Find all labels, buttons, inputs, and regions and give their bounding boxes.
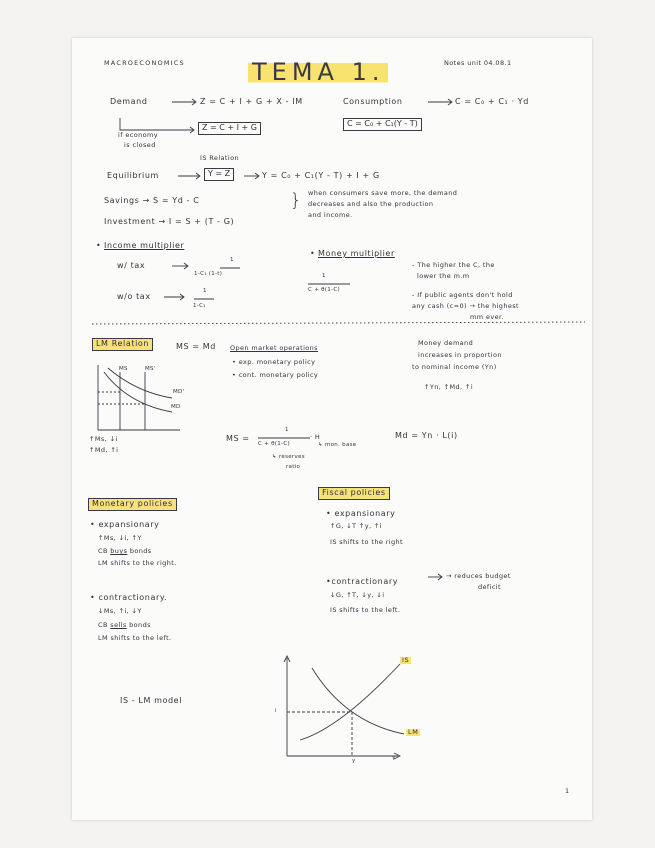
money-demand-line-3: to nominal income (Yn) (412, 363, 497, 371)
money-demand-line-2: increases in proportion (418, 351, 502, 359)
with-tax-denominator: 1-C₁ (1-t) (194, 271, 223, 277)
fiscal-expansionary: • expansionary (326, 509, 396, 518)
closed-arrow (120, 118, 194, 133)
with-tax-label: w/ tax (117, 261, 146, 270)
demand-arrow (172, 99, 196, 105)
closed-note-1: if economy (118, 131, 158, 139)
monetary-expansionary-effect: ↑Ms, ↓i, ↑Y (98, 534, 142, 542)
money-multiplier-note-2: lower the m.m (417, 272, 470, 280)
bonds-word: bonds (129, 621, 151, 629)
is-relation-label: IS Relation (200, 154, 239, 162)
fiscal-contractionary: •contractionary (326, 577, 399, 586)
lm-curve-ms1: MS (119, 366, 128, 372)
ms-formula-h: · H (310, 433, 321, 441)
bonds-word: bonds (129, 547, 152, 555)
fiscal-contractionary-note-1: → reduces budget (446, 572, 511, 580)
md-formula: Md = Yn · L(i) (395, 431, 458, 440)
consumption-arrow (428, 99, 452, 105)
lm-curve-md2: MD' (173, 389, 185, 395)
fiscal-contractionary-arrow (428, 574, 442, 580)
monetary-expansionary: • expansionary (90, 520, 160, 529)
open-market-expansionary: • exp. monetary policy (232, 358, 316, 366)
equilibrium-equation: Y = C₀ + C₁(Y - T) + I + G (262, 171, 380, 180)
open-market-title: Open market operations (230, 344, 318, 352)
closed-equation-box: Z = C + I + G (198, 122, 261, 135)
savings-note-2: decreases and also the production (308, 200, 434, 208)
lm-relation-label: LM Relation (92, 338, 153, 351)
islm-model-label: IS - LM model (120, 696, 183, 705)
money-multiplier-note-1: - The higher the C, the (412, 261, 495, 269)
lm-curve-label: LM (408, 728, 419, 736)
islm-graph (284, 656, 404, 759)
income-multiplier-title: Income multiplier (104, 241, 185, 250)
reserves-note-1: ↳ reserves (272, 454, 305, 460)
with-tax-arrow (172, 263, 188, 269)
demand-label: Demand (110, 97, 148, 106)
savings-note-1: when consumers save more, the demand (308, 189, 458, 197)
lm-curve-md1: MD (171, 404, 181, 410)
without-tax-denominator: 1-C₁ (193, 303, 206, 309)
consumption-equation-box: C = C₀ + C₁(Y - T) (343, 118, 422, 131)
consumption-label: Consumption (343, 97, 403, 106)
money-multiplier-note-5: mm ever. (470, 313, 504, 321)
monetary-policies-title: Monetary policies (88, 498, 177, 511)
md-effect: ↑Md, ↑i (89, 446, 119, 454)
open-market-contractionary: • cont. monetary policy (232, 371, 319, 379)
page-title: TEMA 1. (248, 58, 388, 86)
fiscal-contractionary-shift: IS shifts to the left. (330, 606, 401, 614)
section-divider (92, 322, 585, 324)
islm-y-axis-label: Y (392, 756, 396, 762)
money-multiplier-note-4: any cash (c=0) → the highest (412, 302, 519, 310)
equilibrium-arrow-2 (244, 173, 259, 179)
without-tax-label: w/o tax (117, 292, 151, 301)
monetary-expansionary-shift: LM shifts to the right. (98, 559, 177, 567)
cb-label: CB (98, 547, 108, 555)
monetary-contractionary-effect: ↓Ms, ↑i, ↓Y (98, 607, 142, 615)
demand-equation: Z = C + I + G + X - IM (200, 97, 303, 106)
money-demand-effect: ↑Yn, ↑Md, ↑i (424, 383, 474, 391)
consumption-equation: C = C₀ + C₁ · Yd (455, 97, 529, 106)
reserves-note-2: ratio (286, 464, 301, 470)
without-tax-numerator: 1 (203, 288, 207, 294)
money-multiplier-bullet: • (310, 249, 316, 258)
monetary-contractionary: • contractionary. (90, 593, 168, 602)
equilibrium-box: Y = Z (204, 168, 234, 181)
subject-label: MACROECONOMICS (104, 59, 185, 67)
monetary-base-note: ↳ mon. base (318, 442, 357, 448)
fiscal-policies-title: Fiscal policies (318, 487, 390, 500)
islm-i-label: i (275, 708, 277, 714)
lm-curve (312, 668, 404, 734)
with-tax-numerator: 1 (230, 257, 234, 263)
fiscal-contractionary-effect: ↓G, ↑T, ↓y, ↓i (330, 591, 385, 599)
buys-word: buys (110, 547, 128, 555)
islm-y-label: y (352, 758, 356, 764)
curly-brace: } (290, 190, 303, 211)
md-curve-2 (108, 368, 172, 398)
ms-formula-lhs: MS = (226, 434, 250, 443)
is-curve-label: IS (402, 656, 410, 664)
money-multiplier-numerator: 1 (322, 273, 326, 279)
page-number: 1 (565, 787, 570, 795)
money-multiplier-note-3: - If public agents don't hold (412, 291, 513, 299)
fiscal-expansionary-shift: IS shifts to the right (330, 538, 403, 546)
fiscal-contractionary-note-2: deficit (478, 583, 501, 591)
ms-formula-denominator: C + θ(1-C) (258, 441, 290, 447)
money-multiplier-title: Money multiplier (318, 249, 395, 258)
ms-effect: ↑Ms, ↓i (89, 435, 118, 443)
lm-mini-graph (98, 365, 180, 430)
ms-formula-numerator: 1 (285, 427, 289, 433)
sells-word: sells (110, 621, 127, 629)
savings-equation: Savings → S = Yd - C (104, 196, 200, 205)
money-demand-title: Money demand (418, 339, 474, 347)
savings-note-3: and income. (308, 211, 353, 219)
equilibrium-label: Equilibrium (107, 171, 159, 180)
lm-curve-ms2: MS' (145, 366, 156, 372)
cb-label: CB (98, 621, 108, 629)
income-multiplier-bullet: • (96, 241, 102, 250)
notes-label: Notes unit 04.08.1 (444, 59, 512, 67)
equilibrium-arrow-1 (178, 173, 200, 179)
closed-note-2: is closed (124, 141, 156, 149)
monetary-contractionary-shift: LM shifts to the left. (98, 634, 172, 642)
fiscal-expansionary-effect: ↑G, ↓T ↑y, ↑i (330, 522, 382, 530)
money-multiplier-denominator: C + θ(1-C) (308, 287, 340, 293)
lm-equation: MS = Md (176, 342, 216, 351)
without-tax-arrow (164, 294, 184, 300)
investment-equation: Investment → I = S + (T - G) (104, 217, 235, 226)
